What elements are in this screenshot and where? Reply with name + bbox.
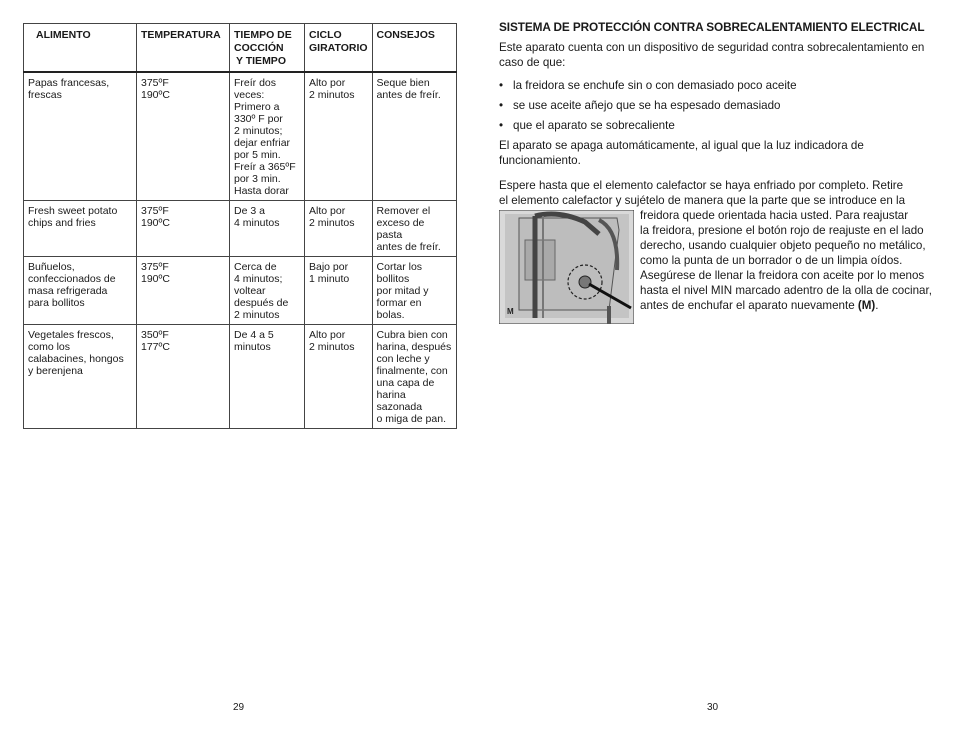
figure-label: M (507, 307, 514, 316)
cell-tips: Seque bien antes de freír. (372, 72, 456, 201)
header-food: ALIMENTO (24, 24, 137, 73)
list-item: • la freidora se enchufe sin o con demasiado poco aceite (499, 79, 797, 92)
cell-time: Cerca de 4 minutos; voltear después de 2 minutos (230, 257, 305, 325)
table-row (24, 72, 457, 201)
reset-button-illustration (499, 210, 634, 324)
table-row (24, 201, 457, 257)
cell-cycle: Alto por 2 minutos (305, 72, 373, 201)
cell-time: De 3 a 4 minutos (230, 201, 305, 257)
table-header-row (24, 24, 457, 73)
cooking-table (23, 23, 457, 429)
cell-food: Papas francesas, frescas (28, 77, 110, 101)
table-row (24, 257, 457, 325)
header-temperature: TEMPERATURA (137, 24, 230, 73)
cell-temperature: 350ºF 177ºC (137, 325, 230, 429)
cell-temperature: 375ºF 190ºC (137, 72, 230, 201)
section-heading: SISTEMA DE PROTECCIÓN CONTRA SOBRECALENTAMIENTO ELECTRICAL (499, 20, 925, 34)
cell-cycle: Alto por 2 minutos (305, 325, 373, 429)
cell-cycle: Bajo por 1 minuto (305, 257, 373, 325)
reset-paragraph: Espere hasta que el elemento calefactor se haya enfriado por completo. Retire el elemento calefactor y sujételo de manera que la parte que se introduce en la M freidora quede orientada hacia usted. Para reajustar la freidora, presione el botón rojo de reajuste en el lado derecho, usando cualquier objeto pequeño no metálico, como la punta de un borrador o de un limpia oídos. Asegúrese de llenar la freidora con aceite por lo menos hasta el nivel MIN marcado adentro de la olla de cocinar, antes de enchufar el aparato nuevamente (M). (499, 178, 935, 313)
cell-tips: Cubra bien con harina, después con leche y finalmente, con una capa de harina sazonada o miga de pan. (372, 325, 456, 429)
cell-food: Fresh sweet potato chips and fries (24, 201, 137, 257)
header-cycle: CICLO GIRATORIO (305, 24, 373, 73)
cell-temperature: 375ºF 190ºC (137, 257, 230, 325)
cell-temperature: 375ºF 190ºC (137, 201, 230, 257)
cell-tips: Cortar los bollitos por mitad y formar en bolas. (372, 257, 456, 325)
cell-tips: Remover el exceso de pasta antes de freír. (372, 201, 456, 257)
left-page (23, 23, 457, 429)
table-row (24, 325, 457, 429)
cell-food: Buñuelos, confeccionados de masa refrigerada para bollitos (24, 257, 137, 325)
cell-cycle: Alto por 2 minutos (305, 201, 373, 257)
header-tips: CONSEJOS (372, 24, 456, 73)
cell-food: Vegetales frescos, como los calabacines, hongos y berenjena (24, 325, 137, 429)
page-number-right: 30 (707, 702, 719, 713)
intro-paragraph: Este aparato cuenta con un dispositivo de seguridad contra sobrecalentamiento en caso de que: (499, 41, 925, 69)
list-item: • se use aceite añejo que se ha espesado demasiado (499, 99, 781, 112)
condition-list (499, 78, 935, 133)
page-number-left: 29 (233, 702, 245, 713)
shutdown-paragraph: El aparato se apaga automáticamente, al igual que la luz indicadora de funcionamiento. (499, 139, 864, 167)
list-item: • que el aparato se sobrecaliente (499, 119, 675, 132)
header-time: TIEMPO DE COCCIÓN Y TIEMPO (230, 24, 305, 73)
cell-time: De 4 a 5 minutos (230, 325, 305, 429)
right-page (499, 20, 935, 324)
fryer-heating-element-icon (499, 210, 634, 324)
cell-time: Freír dos veces: Primero a 330º F por 2 minutos; dejar enfriar por 5 min. Freír a 365ºF por 3 min. Hasta dorar (230, 72, 305, 201)
